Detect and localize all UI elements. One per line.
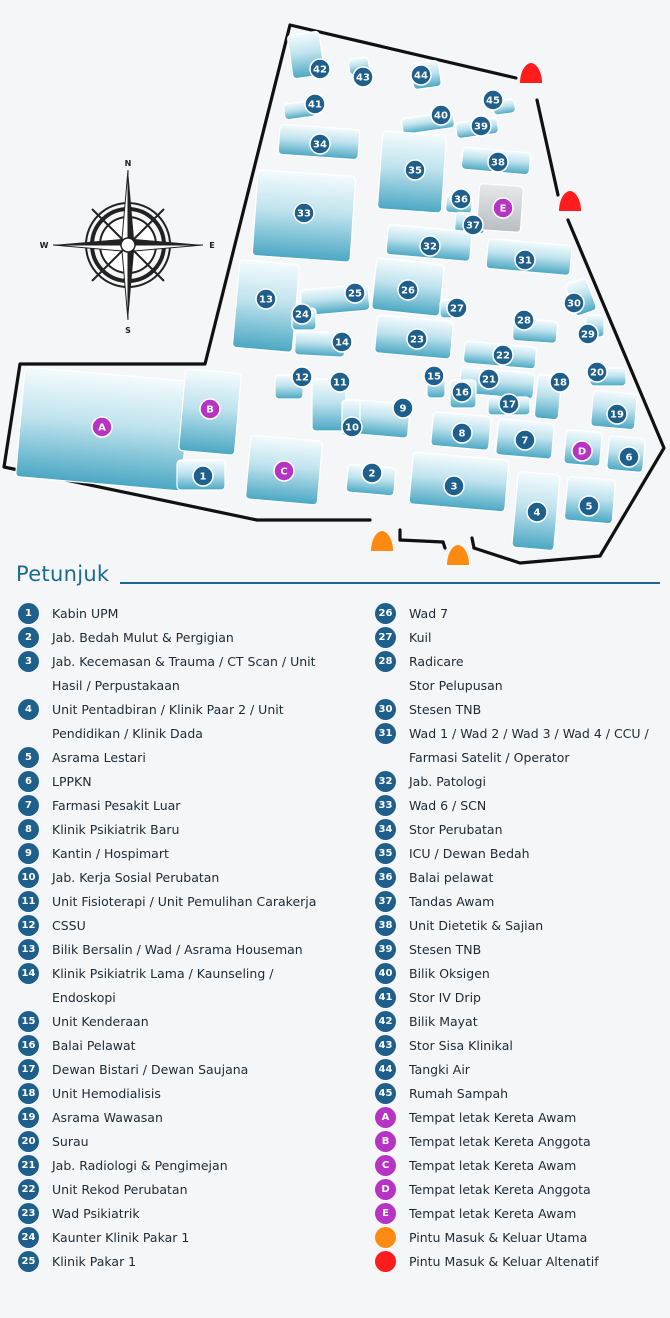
- legend-label: Unit Fisioterapi / Unit Pemulihan Carakerja: [52, 893, 317, 909]
- marker-label-11: 11: [333, 377, 347, 389]
- legend-item: [18, 793, 180, 817]
- legend-number-badge: 25: [18, 1251, 39, 1272]
- legend-label: Bilik Oksigen: [409, 965, 490, 981]
- legend-item: [375, 1225, 587, 1249]
- legend-label: Hasil / Perpustakaan: [52, 677, 180, 693]
- legend-item: [18, 841, 169, 865]
- legend-label: Stor Sisa Klinikal: [409, 1037, 513, 1053]
- legend-number-badge: 7: [18, 795, 39, 816]
- legend-label: CSSU: [52, 917, 86, 933]
- legend-item: [375, 721, 649, 745]
- legend-number-badge: 24: [18, 1227, 39, 1248]
- legend-label: ICU / Dewan Bedah: [409, 845, 530, 861]
- marker-label-45: 45: [486, 95, 500, 107]
- marker-label-23: 23: [410, 334, 424, 346]
- legend-number-badge: 21: [18, 1155, 39, 1176]
- legend-label: Kuil: [409, 629, 432, 645]
- legend-label: Farmasi Satelit / Operator: [409, 749, 570, 765]
- legend-label: Dewan Bistari / Dewan Saujana: [52, 1061, 249, 1077]
- legend-label: Unit Dietetik & Sajian: [409, 917, 544, 933]
- legend-item: [18, 745, 146, 769]
- legend-item: [18, 1129, 89, 1153]
- marker-label-7: 7: [521, 435, 529, 447]
- legend-item: [18, 817, 179, 841]
- legend-item: [18, 1201, 140, 1225]
- marker-label-32: 32: [423, 241, 437, 253]
- legend-item: [375, 865, 493, 889]
- legend-title: Petunjuk: [16, 562, 110, 586]
- legend-label: Pintu Masuk & Keluar Altenatif: [409, 1253, 599, 1269]
- marker-label-22: 22: [496, 350, 510, 362]
- legend-number-badge: 43: [375, 1035, 396, 1056]
- alt-entrance-marker-2: [559, 191, 581, 211]
- marker-label-30: 30: [567, 298, 581, 310]
- legend-divider: [120, 582, 660, 584]
- legend-item: [375, 673, 503, 697]
- marker-label-5: 5: [585, 501, 593, 513]
- legend-item: [375, 1249, 599, 1273]
- legend-number-badge: 36: [375, 867, 396, 888]
- marker-label-26: 26: [401, 285, 415, 297]
- marker-label-29: 29: [581, 329, 595, 341]
- legend-number-badge: 15: [18, 1011, 39, 1032]
- marker-label-19: 19: [610, 409, 624, 421]
- legend-item: [18, 1057, 248, 1081]
- legend-label: Jab. Bedah Mulut & Pergigian: [52, 629, 234, 645]
- legend-item: [375, 1009, 478, 1033]
- marker-label-13: 13: [259, 294, 273, 306]
- marker-label-21: 21: [482, 374, 496, 386]
- marker-label-10: 10: [345, 422, 359, 434]
- legend-number-badge: 31: [375, 723, 396, 744]
- legend-label: Unit Pentadbiran / Klinik Paar 2 / Unit: [52, 701, 284, 717]
- legend-number-badge: 37: [375, 891, 396, 912]
- legend-number-badge: B: [375, 1131, 396, 1152]
- marker-label-35: 35: [408, 165, 422, 177]
- marker-label-40: 40: [434, 110, 448, 122]
- legend-number-badge: D: [375, 1179, 396, 1200]
- legend-number-badge: 19: [18, 1107, 39, 1128]
- legend-item: [18, 1009, 149, 1033]
- legend-item: [18, 601, 118, 625]
- legend-label: Balai Pelawat: [52, 1037, 136, 1053]
- marker-label-43: 43: [356, 72, 370, 84]
- legend-item: [18, 1249, 136, 1273]
- legend-label: Wad Psikiatrik: [52, 1205, 140, 1221]
- legend-item: [375, 937, 481, 961]
- legend-item: [375, 793, 486, 817]
- legend-label: Endoskopi: [52, 989, 116, 1005]
- marker-label-42: 42: [313, 64, 327, 76]
- legend-label: Tempat letak Kereta Awam: [409, 1157, 577, 1173]
- legend-label: Klinik Psikiatrik Baru: [52, 821, 180, 837]
- legend-item-continued: [18, 673, 180, 697]
- legend-number-badge: 1: [18, 603, 39, 624]
- legend-label: Pendidikan / Klinik Dada: [52, 725, 203, 741]
- legend-item: [375, 1105, 576, 1129]
- legend-number-badge: 22: [18, 1179, 39, 1200]
- legend-label: Jab. Radiologi & Pengimejan: [52, 1157, 228, 1173]
- compass-east-label: E: [209, 241, 215, 250]
- legend-item: [375, 841, 530, 865]
- legend-label: Klinik Psikiatrik Lama / Kaunseling /: [52, 965, 274, 981]
- legend-number-badge: 16: [18, 1035, 39, 1056]
- legend-label: Asrama Wawasan: [52, 1109, 163, 1125]
- legend-number-badge: 5: [18, 747, 39, 768]
- marker-label-24: 24: [295, 309, 309, 321]
- marker-label-c: C: [280, 466, 288, 478]
- legend-label: Bilik Bersalin / Wad / Asrama Houseman: [52, 941, 303, 957]
- legend-label: Radicare: [409, 653, 464, 669]
- legend-label: Unit Hemodialisis: [52, 1085, 161, 1101]
- marker-label-20: 20: [590, 367, 604, 379]
- legend-number-badge: 27: [375, 627, 396, 648]
- legend-number-badge: 14: [18, 963, 39, 984]
- legend-item: [18, 697, 284, 721]
- compass-north-label: N: [124, 159, 132, 168]
- legend-number-badge: 45: [375, 1083, 396, 1104]
- legend-item: [18, 625, 234, 649]
- legend-label: Balai pelawat: [409, 869, 494, 885]
- marker-label-27: 27: [450, 303, 464, 315]
- legend-label: LPPKN: [52, 773, 92, 789]
- legend-item: [375, 961, 490, 985]
- legend-item: [375, 1153, 576, 1177]
- legend-label: Jab. Kecemasan & Trauma / CT Scan / Unit: [52, 653, 316, 669]
- marker-label-31: 31: [518, 255, 532, 267]
- marker-label-39: 39: [474, 121, 488, 133]
- marker-label-38: 38: [491, 157, 505, 169]
- legend-number-badge: 26: [375, 603, 396, 624]
- legend-label: Tandas Awam: [409, 893, 495, 909]
- legend-item: [375, 769, 486, 793]
- legend-label: Wad 7: [409, 605, 449, 621]
- legend-label: Kantin / Hospimart: [52, 845, 169, 861]
- legend-number-badge: 8: [18, 819, 39, 840]
- legend-label: Stesen TNB: [409, 941, 482, 957]
- marker-label-b: B: [206, 404, 214, 416]
- legend-number-badge: 6: [18, 771, 39, 792]
- legend-item: [375, 1129, 591, 1153]
- marker-label-25: 25: [348, 288, 362, 300]
- legend-item: [18, 649, 316, 673]
- legend-number-badge: 39: [375, 939, 396, 960]
- marker-label-a: A: [98, 422, 106, 434]
- legend-number-badge: 17: [18, 1059, 39, 1080]
- legend-label: Unit Rekod Perubatan: [52, 1181, 188, 1197]
- marker-label-e: E: [499, 203, 507, 215]
- legend-item: [375, 889, 494, 913]
- marker-label-1: 1: [199, 471, 207, 483]
- marker-label-d: D: [577, 446, 587, 458]
- marker-label-14: 14: [335, 337, 349, 349]
- legend-item: [375, 985, 481, 1009]
- legend-item: [375, 649, 464, 673]
- legend-item: [375, 1057, 470, 1081]
- hospital-site-map: [0, 0, 670, 570]
- compass-west-label: W: [39, 241, 49, 250]
- legend-item: [18, 1105, 163, 1129]
- marker-label-37: 37: [466, 220, 480, 232]
- legend-label: Tempat letak Kereta Awam: [409, 1109, 577, 1125]
- marker-label-12: 12: [295, 372, 309, 384]
- legend-label: Kabin UPM: [52, 605, 119, 621]
- legend-number-badge: 33: [375, 795, 396, 816]
- marker-label-28: 28: [517, 315, 531, 327]
- legend-number-badge: 11: [18, 891, 39, 912]
- legend-number-badge: 3: [18, 651, 39, 672]
- marker-label-41: 41: [308, 99, 322, 111]
- legend-item: [375, 1201, 576, 1225]
- legend-label: Rumah Sampah: [409, 1085, 509, 1101]
- legend-item: [18, 913, 86, 937]
- legend-label: Pintu Masuk & Keluar Utama: [409, 1229, 588, 1245]
- legend-number-badge: 13: [18, 939, 39, 960]
- marker-label-6: 6: [625, 452, 633, 464]
- legend-item: [375, 1081, 508, 1105]
- legend-label: Tempat letak Kereta Anggota: [409, 1181, 591, 1197]
- marker-label-9: 9: [399, 403, 407, 415]
- marker-label-16: 16: [455, 387, 469, 399]
- legend-label: Tempat letak Kereta Awam: [409, 1205, 577, 1221]
- legend-label: Stor IV Drip: [409, 989, 481, 1005]
- legend-label: Farmasi Pesakit Luar: [52, 797, 181, 813]
- marker-label-4: 4: [533, 507, 541, 519]
- legend-label: Kaunter Klinik Pakar 1: [52, 1229, 190, 1245]
- legend-item: [18, 961, 273, 985]
- legend-item: [375, 1033, 513, 1057]
- legend-number-badge: 12: [18, 915, 39, 936]
- marker-label-8: 8: [458, 428, 466, 440]
- legend-item: [18, 1225, 189, 1249]
- legend-label: Stor Perubatan: [409, 821, 503, 837]
- legend-item: [375, 1177, 591, 1201]
- legend-item: [375, 601, 448, 625]
- legend-label: Unit Kenderaan: [52, 1013, 149, 1029]
- legend-label: Stesen TNB: [409, 701, 482, 717]
- legend-label: Wad 6 / SCN: [409, 797, 487, 813]
- legend-number-badge: 20: [18, 1131, 39, 1152]
- marker-label-34: 34: [313, 139, 327, 151]
- legend-number-badge: 44: [375, 1059, 396, 1080]
- legend-label: Surau: [52, 1133, 89, 1149]
- legend-number-badge: C: [375, 1155, 396, 1176]
- legend-item: [18, 1177, 188, 1201]
- legend-item: [375, 817, 503, 841]
- legend-item: [375, 697, 481, 721]
- legend-item: [18, 1033, 136, 1057]
- legend-item-continued: [375, 745, 570, 769]
- alt-entrance-marker-1: [520, 63, 542, 83]
- legend-number-badge: A: [375, 1107, 396, 1128]
- main-entrance-marker-4: [447, 545, 469, 565]
- legend-item-continued: [18, 985, 116, 1009]
- legend-number-badge: 41: [375, 987, 396, 1008]
- legend-number-badge: 9: [18, 843, 39, 864]
- marker-label-15: 15: [427, 371, 441, 383]
- legend-number-badge: 23: [18, 1203, 39, 1224]
- legend-label: Stor Pelupusan: [409, 677, 503, 693]
- legend-label: Asrama Lestari: [52, 749, 146, 765]
- marker-label-2: 2: [368, 468, 376, 480]
- legend-number-badge: 10: [18, 867, 39, 888]
- legend-label: Wad 1 / Wad 2 / Wad 3 / Wad 4 / CCU /: [409, 725, 649, 741]
- legend-number-badge: 38: [375, 915, 396, 936]
- legend-item: [18, 769, 92, 793]
- legend-label: Bilik Mayat: [409, 1013, 478, 1029]
- legend-label: Jab. Patologi: [409, 773, 486, 789]
- alt-entrance-icon: [375, 1251, 396, 1272]
- legend-item: [18, 937, 303, 961]
- legend-item: [375, 913, 543, 937]
- marker-label-18: 18: [553, 377, 567, 389]
- legend-item: [18, 889, 316, 913]
- marker-label-3: 3: [450, 481, 458, 493]
- main-entrance-marker-3: [371, 531, 393, 551]
- legend-number-badge: 4: [18, 699, 39, 720]
- compass-south-label: S: [125, 326, 131, 335]
- legend-item-continued: [18, 721, 203, 745]
- legend-item: [18, 1081, 161, 1105]
- compass-rose: [40, 159, 215, 335]
- legend-number-badge: 18: [18, 1083, 39, 1104]
- legend-number-badge: 35: [375, 843, 396, 864]
- legend-number-badge: 42: [375, 1011, 396, 1032]
- legend-number-badge: 32: [375, 771, 396, 792]
- legend-item: [375, 625, 431, 649]
- marker-label-44: 44: [414, 70, 428, 82]
- main-entrance-icon: [375, 1227, 396, 1248]
- legend-label: Tempat letak Kereta Anggota: [409, 1133, 591, 1149]
- legend-number-badge: 2: [18, 627, 39, 648]
- legend-number-badge: 34: [375, 819, 396, 840]
- legend-item: [18, 1153, 228, 1177]
- legend-label: Tangki Air: [409, 1061, 470, 1077]
- legend-label: Klinik Pakar 1: [52, 1253, 137, 1269]
- legend-item: [18, 865, 219, 889]
- legend-number-badge: 40: [375, 963, 396, 984]
- marker-label-36: 36: [454, 194, 468, 206]
- marker-label-33: 33: [297, 208, 311, 220]
- legend-label: Jab. Kerja Sosial Perubatan: [52, 869, 220, 885]
- marker-label-17: 17: [502, 399, 516, 411]
- legend-number-badge: E: [375, 1203, 396, 1224]
- legend-number-badge: 30: [375, 699, 396, 720]
- legend-number-badge: 28: [375, 651, 396, 672]
